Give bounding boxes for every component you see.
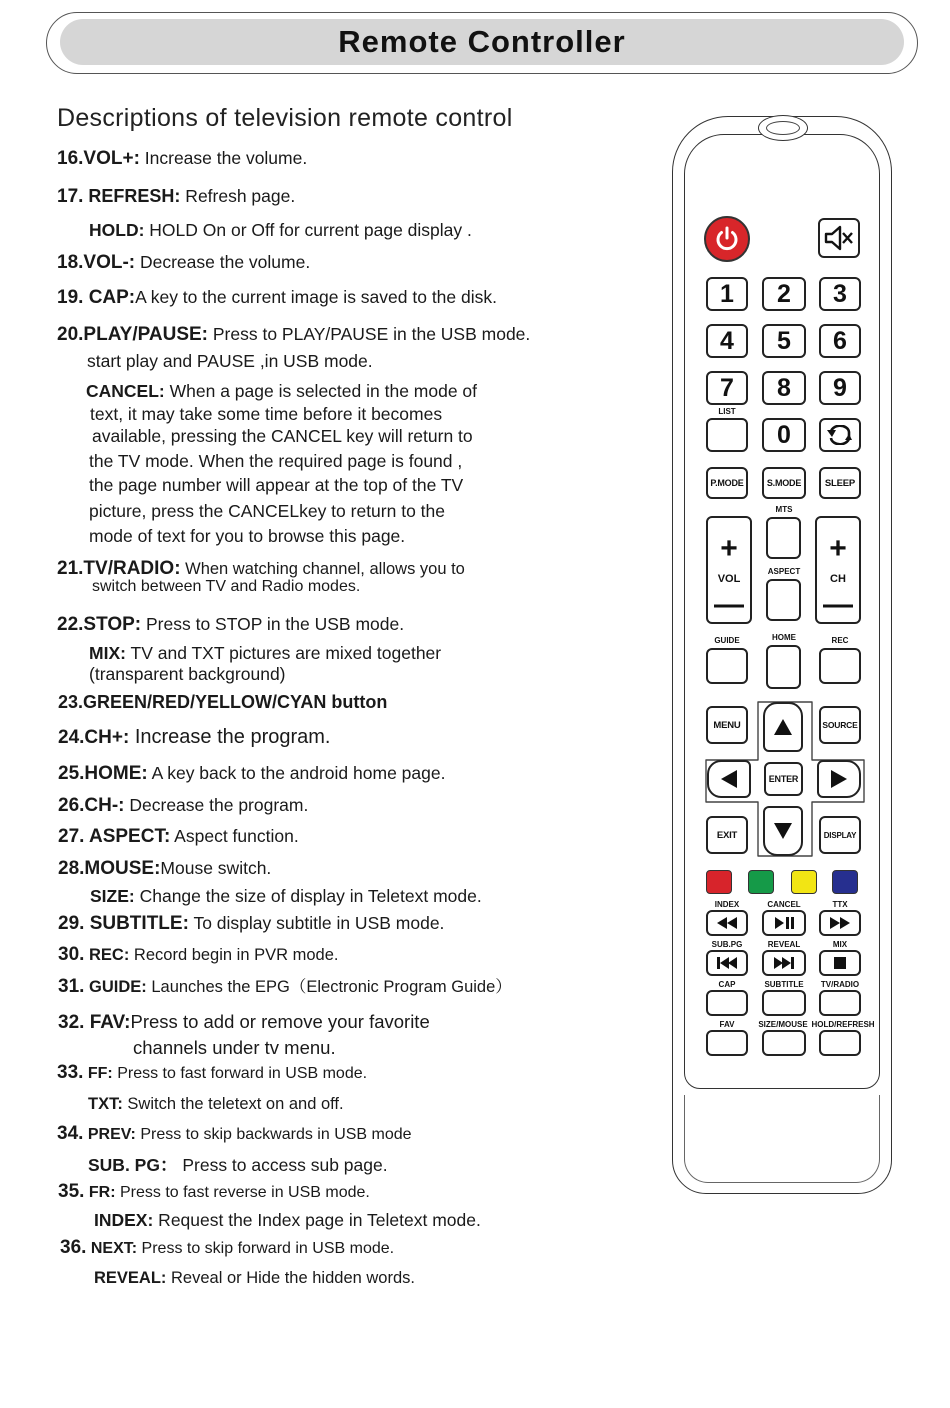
desc-34: 34. PREV: Press to skip backwards in USB mode xyxy=(57,1123,412,1144)
guide-button[interactable] xyxy=(706,648,748,684)
rec-button[interactable] xyxy=(819,648,861,684)
desc-33: 33. FF: Press to fast forward in USB mode. xyxy=(57,1062,368,1083)
size-mouse-label: SIZE/MOUSE xyxy=(758,1020,808,1029)
power-button[interactable] xyxy=(704,216,750,262)
ttx-label: TTX xyxy=(832,900,848,909)
right-button[interactable] xyxy=(817,760,861,798)
mix-label: MIX xyxy=(832,940,848,949)
sleep-button[interactable]: SLEEP xyxy=(819,467,861,499)
desc-36-reveal: REVEAL: Reveal or Hide the hidden words. xyxy=(94,1269,415,1287)
desc-22-mix: MIX: TV and TXT pictures are mixed together xyxy=(89,643,442,663)
left-button[interactable] xyxy=(707,760,751,798)
reveal-label: REVEAL xyxy=(767,940,801,949)
desc-21-line2: switch between TV and Radio modes. xyxy=(92,578,361,595)
desc-33-txt: TXT: Switch the teletext on and off. xyxy=(88,1095,344,1113)
skip-next-icon xyxy=(773,957,795,969)
desc-22-line3: (transparent background) xyxy=(89,664,286,684)
mts-button[interactable] xyxy=(766,517,801,559)
hold-refresh-button[interactable] xyxy=(819,1030,861,1056)
guide-label: GUIDE xyxy=(714,636,740,645)
desc-20-line7: the page number will appear at the top of the TV xyxy=(89,475,464,495)
desc-20-line2: start play and PAUSE ,in USB mode. xyxy=(87,351,373,371)
desc-23: 23.GREEN/RED/YELLOW/CYAN button xyxy=(58,692,388,712)
desc-25: 25.HOME: A key back to the android home page. xyxy=(58,763,446,784)
mute-icon xyxy=(823,224,855,252)
red-button[interactable] xyxy=(706,870,732,894)
picture-mode-button[interactable]: P.MODE xyxy=(706,467,748,499)
list-button[interactable] xyxy=(706,418,748,452)
desc-28-size: SIZE: Change the size of display in Teletext mode. xyxy=(90,886,482,906)
yellow-button[interactable] xyxy=(791,870,817,894)
desc-32-line2: channels under tv menu. xyxy=(133,1037,336,1058)
channel-label: CH xyxy=(830,573,846,585)
enter-button[interactable]: ENTER xyxy=(764,762,803,796)
power-icon xyxy=(712,224,742,254)
desc-34-subpg: SUB. PG： Press to access sub page. xyxy=(88,1155,388,1175)
desc-36: 36. NEXT: Press to skip forward in USB mode. xyxy=(60,1237,395,1258)
source-button[interactable]: SOURCE xyxy=(819,706,861,744)
aspect-label: ASPECT xyxy=(767,567,801,576)
desc-18: 18.VOL-: Decrease the volume. xyxy=(57,252,311,273)
desc-20: 20.PLAY/PAUSE: Press to PLAY/PAUSE in the USB mode. xyxy=(57,324,531,345)
home-label: HOME xyxy=(772,633,796,642)
arrow-left-icon xyxy=(720,769,738,789)
desc-35-index: INDEX: Request the Index page in Teletext mode. xyxy=(94,1210,481,1230)
desc-19: 19. CAP:A key to the current image is saved to the disk. xyxy=(57,287,497,308)
tvradio-label: TV/RADIO xyxy=(820,980,860,989)
desc-31: 31. GUIDE: Launches the EPG（Electronic Program Guide） xyxy=(58,976,512,997)
rewind-icon xyxy=(716,917,738,929)
play-pause-icon xyxy=(773,917,795,929)
sound-mode-button[interactable]: S.MODE xyxy=(762,467,806,499)
fav-button[interactable] xyxy=(706,1030,748,1056)
arrow-up-icon xyxy=(773,718,793,736)
key-6[interactable]: 6 xyxy=(819,324,861,358)
exit-button[interactable]: EXIT xyxy=(706,816,748,854)
rec-label: REC xyxy=(831,636,849,645)
up-button[interactable] xyxy=(763,702,803,752)
key-4[interactable]: 4 xyxy=(706,324,748,358)
remote-grip xyxy=(684,1095,880,1183)
prev-button[interactable] xyxy=(706,950,748,976)
key-1[interactable]: 1 xyxy=(706,277,748,311)
aspect-button[interactable] xyxy=(766,579,801,621)
page-title: Remote Controller xyxy=(338,24,626,59)
desc-17: 17. REFRESH: Refresh page. xyxy=(57,186,296,207)
mts-label: MTS xyxy=(775,505,793,514)
stop-button[interactable] xyxy=(819,950,861,976)
key-7[interactable]: 7 xyxy=(706,371,748,405)
hold-refresh-label: HOLD/REFRESH xyxy=(811,1020,875,1029)
play-pause-button[interactable] xyxy=(762,910,806,936)
skip-prev-icon xyxy=(716,957,738,969)
desc-30: 30. REC: Record begin in PVR mode. xyxy=(58,944,339,965)
channel-rocker[interactable] xyxy=(815,516,861,624)
key-2[interactable]: 2 xyxy=(762,277,806,311)
cancel-label: CANCEL xyxy=(767,900,801,909)
ir-emitter xyxy=(766,121,800,135)
mute-button[interactable] xyxy=(818,218,860,258)
index-label: INDEX xyxy=(714,900,740,909)
cap-button[interactable] xyxy=(706,990,748,1016)
key-3[interactable]: 3 xyxy=(819,277,861,311)
channel-down-symbol: — xyxy=(823,588,853,621)
cyan-button[interactable] xyxy=(832,870,858,894)
desc-26: 26.CH-: Decrease the program. xyxy=(58,795,309,816)
desc-16: 16.VOL+: Increase the volume. xyxy=(57,148,308,169)
volume-up-symbol: + xyxy=(720,532,738,565)
cap-label: CAP xyxy=(718,980,736,989)
fast-forward-button[interactable] xyxy=(819,910,861,936)
recall-button[interactable] xyxy=(819,418,861,452)
desc-20-line6: the TV mode. When the required page is found , xyxy=(89,451,463,471)
fast-forward-icon xyxy=(829,917,851,929)
desc-21: 21.TV/RADIO: When watching channel, allows you to xyxy=(57,558,465,579)
volume-label: VOL xyxy=(717,573,741,585)
key-8[interactable]: 8 xyxy=(762,371,806,405)
desc-35: 35. FR: Press to fast reverse in USB mode. xyxy=(58,1181,370,1202)
desc-17-hold: HOLD: HOLD On or Off for current page display . xyxy=(89,220,472,240)
tv-radio-button[interactable] xyxy=(819,990,861,1016)
stop-icon xyxy=(834,957,846,969)
desc-29: 29. SUBTITLE: To display subtitle in USB mode. xyxy=(58,913,445,934)
rewind-button[interactable] xyxy=(706,910,748,936)
arrow-right-icon xyxy=(830,769,848,789)
next-button[interactable] xyxy=(762,950,806,976)
desc-24: 24.CH+: Increase the program. xyxy=(58,726,331,748)
subpg-label: SUB.PG xyxy=(711,940,743,949)
volume-down-symbol: — xyxy=(714,588,744,621)
green-button[interactable] xyxy=(748,870,774,894)
return-icon xyxy=(825,425,855,445)
desc-27: 27. ASPECT: Aspect function. xyxy=(58,826,299,847)
down-button[interactable] xyxy=(763,806,803,856)
desc-20-line9: mode of text for you to browse this page. xyxy=(89,526,406,546)
key-0[interactable]: 0 xyxy=(762,418,806,452)
subtitle-label: SUBTITLE xyxy=(764,980,804,989)
desc-20-cancel: CANCEL: When a page is selected in the mode of xyxy=(86,381,478,401)
key-5[interactable]: 5 xyxy=(762,324,806,358)
display-button[interactable]: DISPLAY xyxy=(819,816,861,854)
arrow-down-icon xyxy=(773,822,793,840)
desc-32: 32. FAV:Press to add or remove your favorite xyxy=(58,1011,430,1033)
home-button[interactable] xyxy=(766,645,801,689)
desc-22: 22.STOP: Press to STOP in the USB mode. xyxy=(57,614,405,635)
section-heading: Descriptions of television remote control xyxy=(57,104,513,132)
menu-button[interactable]: MENU xyxy=(706,706,748,744)
size-mouse-button[interactable] xyxy=(762,1030,806,1056)
volume-rocker[interactable] xyxy=(706,516,752,624)
fav-label: FAV xyxy=(719,1020,735,1029)
desc-20-line4: text, it may take some time before it becomes xyxy=(90,404,443,424)
desc-20-line5: available, pressing the CANCEL key will return to xyxy=(92,426,473,446)
desc-20-line8: picture, press the CANCELkey to return to the xyxy=(89,501,445,521)
list-label: LIST xyxy=(718,407,736,416)
key-9[interactable]: 9 xyxy=(819,371,861,405)
desc-28: 28.MOUSE:Mouse switch. xyxy=(58,858,272,879)
channel-up-symbol: + xyxy=(829,532,847,565)
subtitle-button[interactable] xyxy=(762,990,806,1016)
